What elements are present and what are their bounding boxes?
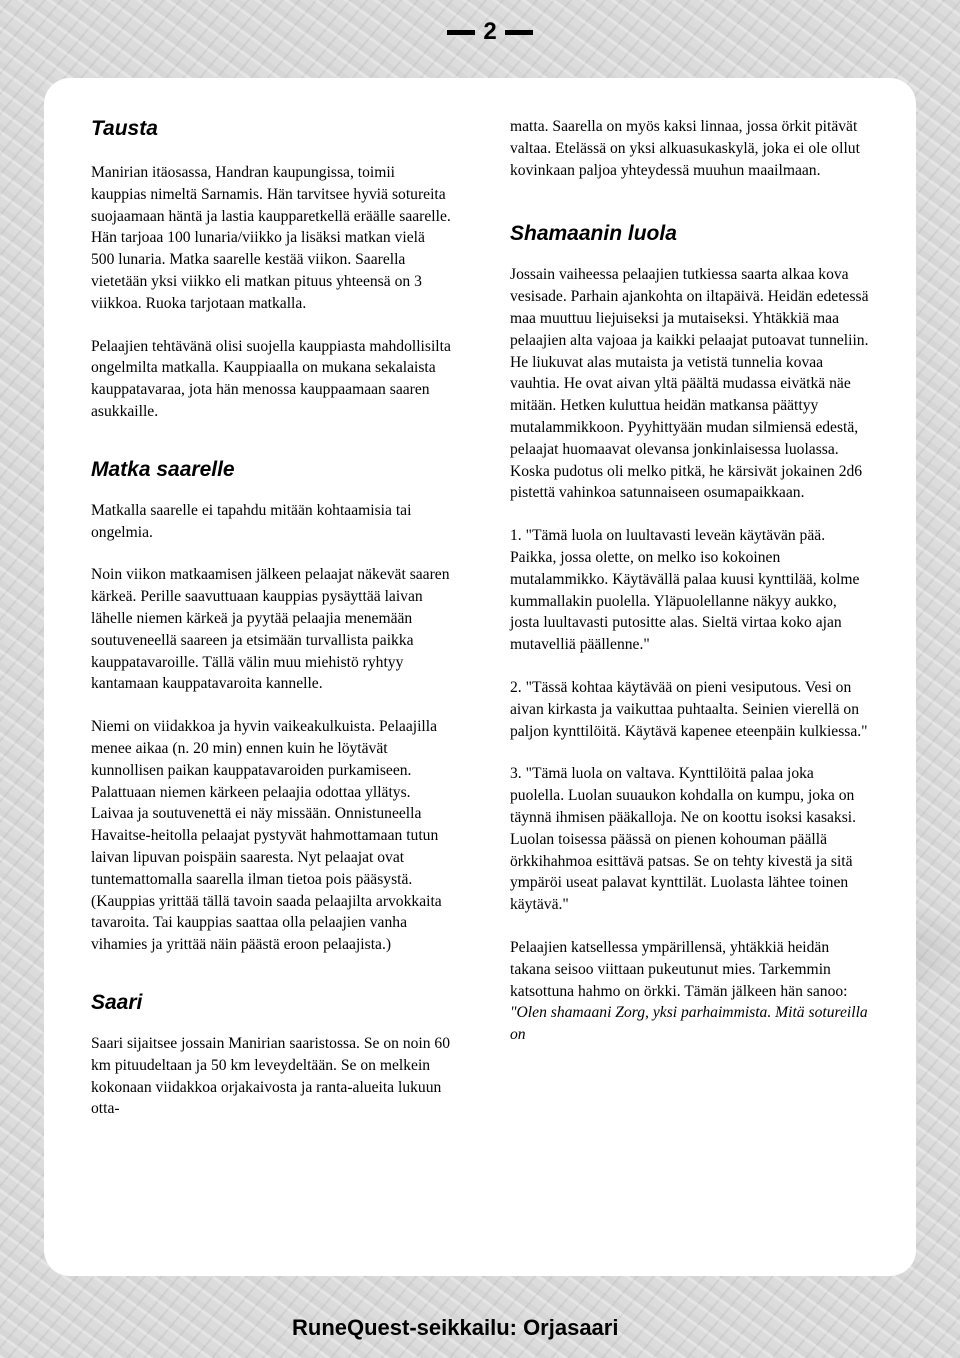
paragraph: Noin viikon matkaamisen jälkeen pelaajat näkevät saaren kärkeä. Perille saavuttuaan kauppias pysäyttää laivan lähelle niemen kärkeä ja pyytää pelaajia menemään soutuveneellä saareen ja etsimään turvallista paikka kauppatavaroille. Tällä välin muu miehistö ryhtyy kantamaan kauppatavaroita kannelle.: [91, 566, 450, 693]
heading-matka-saarelle: Matka saarelle: [91, 457, 235, 481]
header-dash-left: [447, 30, 475, 35]
heading-saari: Saari: [91, 990, 143, 1014]
paragraph: Manirian itäosassa, Handran kaupungissa, toimii kauppias nimeltä Sarnamis. Hän tarvitsee hyviä sotureita suojaamaan häntä ja lastia kaupparetkellä eräälle saarelle. Hän tarjoaa 100 lunaria/viikko ja lisäksi matkan vielä 500 lunaria. Matka saarelle kestää viikon. Saarella vietetään yksi viikko eli matkan pituus yhteensä on 3 viikkoa. Ruoka tarjotaan matkalla.: [91, 164, 451, 312]
heading-shamaanin-luola: Shamaanin luola: [510, 222, 677, 246]
paragraph: Niemi on viidakkoa ja hyvin vaikeakulkuista. Pelaajilla menee aikaa (n. 20 min) ennen kuin he löytävät kunnollisen paikan kauppatavaroiden purkamiseen. Palattuaan niemen kärkeen pelaajia odottaa yllätys. Laivaa ja soutuvenettä ei näy missään. Onnistuneella Havaitse-heitolla pelaajat pystyvät hahmottamaan tutun laivan lipuvan poispäin saaresta. Nyt pelaajat ovat tuntemattomalla saarella ilman tietoa pois pääsystä. (Kauppias yrittää tällä tavoin saada pelaajilta arvokkaita tavaroita. Tai kauppias saattaa olla pelaajien vanha vihamies ja yrittää näin päästä eroon pelaajista.): [91, 718, 442, 954]
page-sheet: [44, 78, 916, 1276]
paragraph: matta. Saarella on myös kaksi linnaa, jossa örkit pitävät valtaa. Etelässä on yksi alkuasukaskylä, joka ei ole ollut kovinkaan paljoa yhteydessä muuhun maailmaan.: [510, 118, 860, 179]
footer-title: RuneQuest-seikkailu: Orjasaari: [292, 1315, 619, 1340]
page-number-header: [420, 12, 560, 52]
paragraph: 1. "Tämä luola on luultavasti leveän käytävän pää. Paikka, jossa olette, on melko iso kokoinen mutalammikko. Käytävällä palaa kuusi kynttilää, kolme kummallakin puolella. Yläpuolellanne näkyy aukko, josta luultavasti putositte alas. Sieltä virtaa koko ajan mutavelliä päällenne.": [510, 527, 860, 654]
header-dash-right: [505, 30, 533, 35]
paragraph: 2. "Tässä kohtaa käytävää on pieni vesiputous. Vesi on aivan kirkasta ja vaikuttaa puhtaalta. Seinien vierellä on paljon kynttilöitä. Käytävä kapenee eteenpäin kulkiessa.": [510, 678, 868, 740]
left-column: [91, 116, 451, 1120]
paragraph: Pelaajien tehtävänä olisi suojella kauppiasta mahdollisilta ongelmilta matkalla. Kauppiaalla on mukana sekalaista kauppatavaraa, jota hän menossa kauppaamaan saaren asukkaille.: [91, 337, 451, 420]
paragraph: Jossain vaiheessa pelaajien tutkiessa saarta alkaa kova vesisade. Parhain ajankohta on iltapäivä. Heidän edetessä maa muuttuu liejuiseksi ja mutaiseksi. Yhtäkkiä maa pelaajien alta vajoaa ja kaikki pelaajat putoavat tunneliin. He liukuvat alas mutaista ja vetistä tunnelia kovaa vauhtia. He ovat aivan yltä päältä mudassa eivätkä näe mitään. Hetken kuluttua heidän matkansa päättyy mutalammikkoon. Pyyhittyään mudan silmiensä edestä, pelaajat huomaavat olevansa jonkinlaisessa luolassa. Koska pudotus oli melko pitkä, he kärsivät jokainen 2d6 pistettä vahinkoa satunnaiseen osumapaikkaan.: [510, 266, 869, 502]
paragraph: 3. "Tämä luola on valtava. Kynttilöitä palaa joka puolella. Luolan suuaukon kohdalla on kumpu, joka on täynnä ihmisen pääkalloja. Ne on koottu isoksi kasaksi. Luolan toisessa päässä on pienen kohouman päällä örkkihahmoa esittävä patsas. Se on tehty kivestä ja sitä ympäröi useat palavat kynttilät. Luolasta lähtee toinen käytävä.": [510, 765, 857, 914]
paragraph: Saari sijaitsee jossain Manirian saaristossa. Se on noin 60 km pituudeltaan ja 50 km leveydeltään. Se on melkein kokonaan viidakkoa orjakaivosta ja ranta-alueita lukuun otta-: [91, 1034, 451, 1118]
quote-text: "Olen shamaani Zorg, yksi parhaimmista. Mitä sotureilla on: [510, 1004, 868, 1044]
page-number: 2: [483, 18, 497, 45]
paragraph-text: Pelaajien katsellessa ympärillensä, yhtäkkiä heidän takana seisoo viittaan pukeutunut mies. Tarkemmin katsottuna hahmo on örkki. Tämän jälkeen hän sanoo:: [510, 938, 848, 1000]
heading-tausta: Tausta: [91, 117, 158, 140]
right-column: [510, 116, 870, 1046]
paragraph: Matkalla saarelle ei tapahdu mitään kohtaamisia tai ongelmia.: [91, 501, 412, 541]
paragraph: [510, 937, 870, 1046]
